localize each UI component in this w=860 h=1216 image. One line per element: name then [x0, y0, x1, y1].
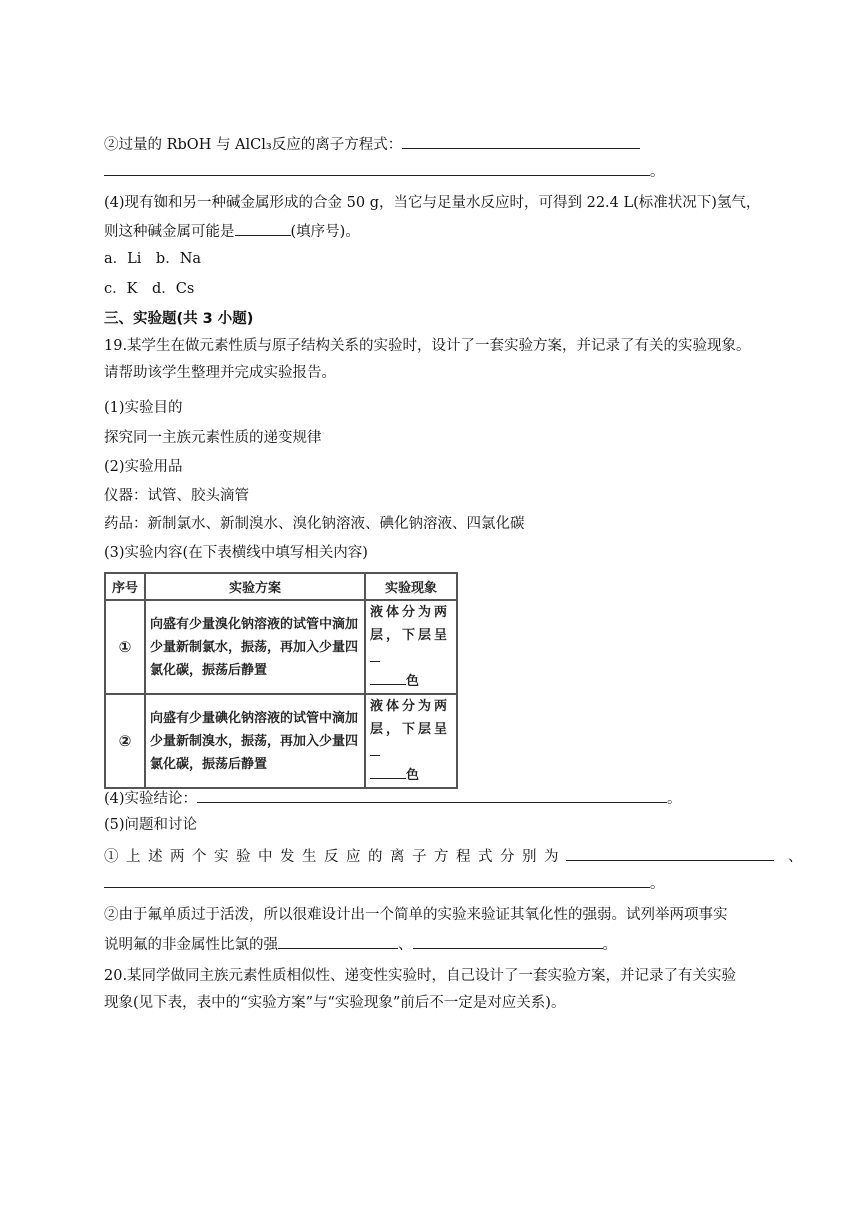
q18-part2-line [104, 133, 640, 155]
answer-blank[interactable] [413, 933, 603, 949]
row-phenomenon [365, 600, 457, 694]
answer-blank[interactable] [370, 647, 380, 662]
q18-part4-line2 [104, 220, 360, 242]
q19-heading-content: (3)实验内容(在下表横线中填写相关内容) [104, 545, 368, 561]
table-header-row [105, 573, 457, 600]
q18-part4-line1: (4)现有铷和另一种碱金属形成的合金 50 g，当它与足量水反应时，可得到 22.4 L(标准状况下)氢气， [104, 195, 761, 211]
phenomenon-text: 液体分为两层，下层呈 [370, 699, 451, 737]
answer-blank[interactable] [402, 133, 640, 149]
q19-discussion1-text: ①上述两个实验中发生反应的离子方程式分别为 [104, 849, 566, 865]
q19-reagents: 药品：新制氯水、新制溴水、溴化钠溶液、碘化钠溶液、四氯化碳 [104, 516, 525, 532]
row-number: ② [105, 694, 145, 788]
period: 。 [650, 876, 665, 892]
q18-options-row2: c．K d．Cs [104, 281, 195, 297]
q18-part2-continuation [104, 160, 665, 182]
section-title: 三、实验题(共 3 小题) [104, 311, 254, 327]
q19-purpose: 探究同一主族元素性质的递变规律 [104, 430, 322, 446]
answer-blank[interactable] [370, 741, 380, 756]
answer-blank[interactable] [104, 872, 650, 888]
answer-blank[interactable] [197, 787, 667, 803]
q20-line2: 现象(见下表，表中的“实验方案”与“实验现象”前后不一定是对应关系)。 [104, 995, 566, 1011]
answer-blank[interactable] [370, 670, 406, 685]
q18-part4-text: 则这种碱金属可能是 [104, 224, 235, 240]
q19-discussion2-line2 [104, 933, 617, 955]
q19-discussion1-continuation [104, 872, 665, 894]
q19-heading-materials: (2)实验用品 [104, 459, 183, 475]
header-plan: 实验方案 [145, 573, 365, 600]
q19-discussion2-line1: ②由于氟单质过于活泼，所以很难设计出一个简单的实验来验证其氧化性的强弱。试列举两项事实 [104, 907, 728, 923]
q20-line1: 20.某同学做同主族元素性质相似性、递变性实验时，自己设计了一套实验方案，并记录了有关实验 [104, 968, 737, 984]
q19-heading-purpose: (1)实验目的 [104, 400, 183, 416]
answer-blank[interactable] [566, 845, 774, 861]
phenomenon-color: 色 [406, 768, 420, 783]
period: 。 [667, 791, 682, 807]
experiment-table [104, 572, 458, 789]
answer-blank[interactable] [370, 764, 406, 779]
row-plan: 向盛有少量溴化钠溶液的试管中滴加少量新制氯水，振荡，再加入少量四氯化碳，振荡后静置 [145, 600, 365, 694]
q19-heading-conclusion: (4)实验结论： [104, 791, 198, 807]
phenomenon-color: 色 [406, 674, 420, 689]
period: 。 [650, 164, 665, 180]
row-phenomenon [365, 694, 457, 788]
q19-intro-line2: 请帮助该学生整理并完成实验报告。 [104, 365, 336, 381]
q18-options-row1: a．Li b．Na [104, 251, 202, 267]
header-number: 序号 [105, 573, 145, 600]
table-row [105, 600, 457, 694]
q19-heading-discussion: (5)问题和讨论 [104, 817, 198, 833]
separator: 、 [788, 849, 803, 865]
period: 。 [602, 937, 617, 953]
phenomenon-text: 液体分为两层，下层呈 [370, 605, 451, 643]
q19-discussion2-text: 说明氟的非金属性比氯的强 [104, 937, 278, 953]
q19-discussion1-line [104, 845, 803, 867]
q19-intro-line1: 19.某学生在做元素性质与原子结构关系的实验时，设计了一套实验方案，并记录了有关的实验现象。 [104, 338, 751, 354]
separator: 、 [398, 937, 413, 953]
table-row [105, 694, 457, 788]
q18-part4-text-end: (填序号)。 [290, 224, 360, 240]
q19-instruments: 仪器：试管、胶头滴管 [104, 488, 249, 504]
answer-blank[interactable] [104, 160, 650, 176]
header-phenomenon: 实验现象 [365, 573, 457, 600]
answer-blank[interactable] [235, 220, 291, 236]
row-number: ① [105, 600, 145, 694]
row-plan: 向盛有少量碘化钠溶液的试管中滴加少量新制溴水，振荡，再加入少量四氯化碳，振荡后静置 [145, 694, 365, 788]
q19-conclusion-line [104, 787, 682, 809]
q18-part2-prefix: ②过量的 RbOH 与 AlCl₃反应的离子方程式： [104, 137, 403, 153]
answer-blank[interactable] [278, 933, 398, 949]
